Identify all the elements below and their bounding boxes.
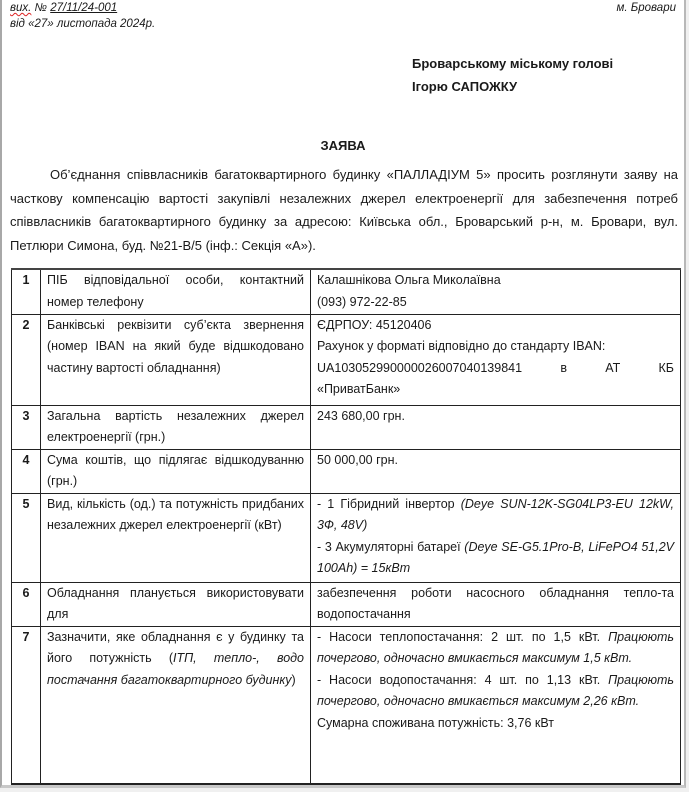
water-pumps-note: Працюють почергово, одночасно вмикається максимум 2,26 кВт. (317, 672, 674, 708)
pump-item (317, 670, 674, 713)
label-text: Зазначити, яке обладнання є у будинку та його потужність ( (47, 629, 304, 665)
outgoing-prefix: вих. (10, 2, 32, 14)
table-row (12, 626, 681, 784)
label-end: ) (291, 672, 296, 687)
row-number: 7 (12, 626, 41, 784)
row-value (311, 626, 681, 784)
row-number: 1 (12, 269, 41, 314)
outgoing-number: 27/11/24-001 (50, 2, 118, 14)
table-row (12, 449, 681, 493)
outgoing-ref (10, 0, 155, 32)
row-label: Обладнання планується використовувати для (41, 582, 311, 626)
contact-phone: (093) 972-22-85 (317, 294, 407, 309)
equipment-inverter: - 1 Гібридний інвертор (317, 496, 461, 511)
table-row (12, 493, 681, 582)
application-table (11, 268, 681, 785)
total-power: Сумарна споживана потужність: 3,76 кВт (317, 715, 555, 730)
row-label: Сума коштів, що підлягає відшкодуванню (грн.) (41, 449, 311, 493)
heating-pumps-note: Працюють почергово, одночасно вмикається максимум 1,5 кВт. (317, 629, 674, 665)
date-line: від «27» листопада 2024р. (10, 18, 156, 30)
row-value: забезпечення роботи насосного обладнання тепло-та водопостачання (311, 582, 681, 626)
row-number: 2 (12, 314, 41, 405)
row-label: Банківські реквізити суб’єкта звернення (номер IBAN на який буде відшкодовано частину вартості обладнання) (41, 314, 311, 405)
outgoing-number-line (10, 0, 155, 16)
row-label: Загальна вартість незалежних джерел електроенергії (грн.) (41, 405, 311, 449)
edrpou: ЄДРПОУ: 45120406 (317, 317, 432, 332)
label-italic: ІТП, тепло-, водо постачання багатоквартирного будинку (47, 651, 305, 687)
row-number: 4 (12, 449, 41, 493)
city: м. Бровари (616, 2, 676, 14)
row-label (41, 626, 311, 784)
addressee-block (412, 52, 613, 98)
table-row (12, 582, 681, 626)
table-row (12, 405, 681, 449)
addressee-title: Броварському міському голові (412, 56, 614, 71)
equipment-inverter-detail: (Deye SUN-12K-SG04LP3-EU 12kW, 3Ф, 48V) (317, 496, 674, 532)
row-value: 243 680,00 грн. (311, 405, 681, 449)
equipment-item (317, 494, 674, 537)
heating-pumps: - Насоси теплопостачання: 2 шт. по 1,5 кВт. (317, 629, 601, 644)
contact-name: Калашнікова Ольга Миколаївна (317, 273, 501, 287)
equipment-battery: - 3 Акумуляторні батареї (317, 539, 465, 554)
row-number: 6 (12, 582, 41, 626)
row-value (311, 314, 681, 405)
row-label: ПІБ відповідальної особи, контактний номер телефону (41, 269, 311, 314)
bank-name: «ПриватБанк» (317, 382, 401, 396)
iban-label: Рахунок у форматі відповідно до стандарту IBAN: (317, 339, 606, 353)
intro-paragraph: Об’єднання співвласників багатоквартирного будинку «ПАЛЛАДІУМ 5» просить розглянути заяву на часткову компенсацію вартості закупівлі незалежних джерел електроенергії для забезпечення потреб співвласників багатоквартирного будинку за адресою: Київська обл., Броварський р-н, м. Бровари, вул. Петлюри Симона, буд. №21-В/5 (інф.: Секція «А»). (10, 167, 678, 253)
document-title: ЗАЯВА (320, 138, 366, 153)
table-row (12, 314, 681, 405)
equipment-battery-detail: (Deye SE-G5.1Pro-B, LiFePO4 51,2V 100Ah) = 15кВт (317, 539, 675, 575)
water-pumps: - Насоси водопостачання: 4 шт. по 1,13 кВт. (317, 672, 601, 687)
pump-item (317, 627, 674, 670)
iban-value: UA103052990000026007040139841 в АТ КБ (317, 360, 674, 375)
row-value (311, 493, 681, 582)
row-number: 5 (12, 493, 41, 582)
equipment-item (317, 537, 674, 580)
number-sign: № (34, 2, 48, 14)
row-label: Вид, кількість (од.) та потужність придбаних незалежних джерел електроенергії (кВт) (41, 493, 311, 582)
table-row (12, 269, 681, 314)
row-number: 3 (12, 405, 41, 449)
addressee-name: Ігорю САПОЖКУ (412, 79, 518, 94)
row-value (311, 269, 681, 314)
row-value: 50 000,00 грн. (311, 449, 681, 493)
